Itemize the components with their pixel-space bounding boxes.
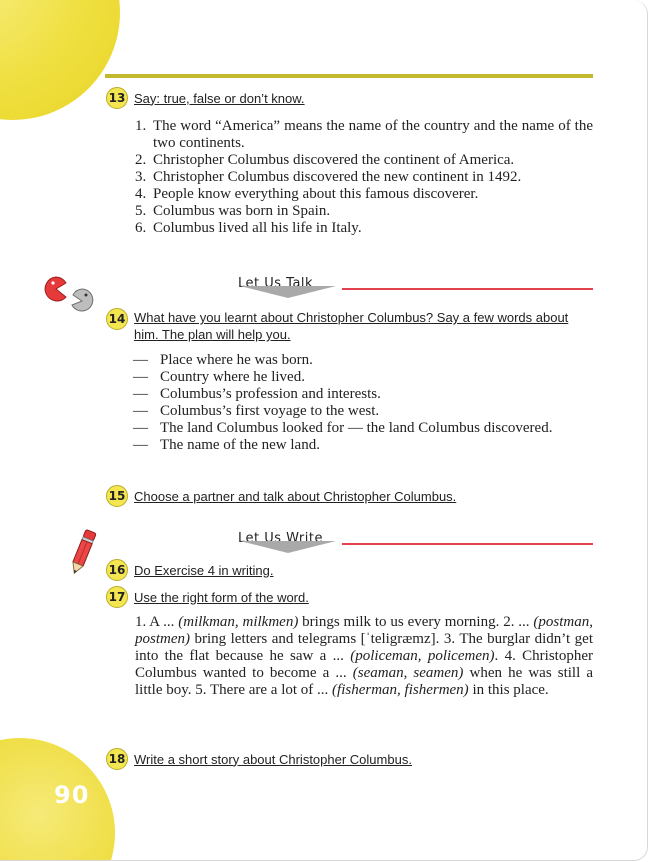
exercise-13-header [106, 87, 305, 109]
speech-heads-icon [42, 275, 98, 317]
top-rule [105, 74, 593, 78]
section-arrow [240, 541, 336, 553]
exercise-17-title: Use the right form of the word. [134, 589, 309, 605]
list-item: — The land Columbus looked for — the land Columbus discovered. [133, 420, 553, 436]
page-number: 90 [54, 781, 90, 809]
exercise-number-badge: 13 [106, 87, 128, 109]
exercise-16-title: Do Exercise 4 in writing. [134, 562, 274, 578]
exercise-number-badge: 15 [106, 485, 128, 507]
exercise-16-header [106, 559, 273, 581]
section-line [342, 288, 593, 290]
list-item: 1. The word “America” means the name of the country and the name of the two continents. [135, 118, 593, 151]
exercise-17-text: 1. A ... (milkman, milkmen) brings milk to us every morning. 2. ... (postman, postmen) bring letters and telegrams [ˈteligræmz]. 3. The burglar didn’t get into the flat because he saw a ... (policeman, policemen). 4. Christopher Columbus wanted to become a ... (seaman, seamen) when he was still a little boy. 5. There are a lot of ... (fisherman, fishermen) in this place. [135, 614, 594, 698]
exercise-15-title: Choose a partner and talk about Christopher Columbus. [134, 488, 457, 504]
exercise-15-header [106, 485, 456, 507]
exercise-number-badge: 18 [106, 748, 128, 770]
exercise-14-header [106, 308, 591, 343]
corner-decoration-top [0, 0, 120, 120]
exercise-number-badge: 14 [106, 308, 128, 330]
section-title: Let Us Write [238, 531, 323, 546]
exercise-14-title: What have you learnt about Christopher Columbus? Say a few words about him. The plan will help you. [134, 310, 569, 342]
list-item: 3. Christopher Columbus discovered the new continent in 1492. [135, 169, 522, 185]
exercise-13-title: Say: true, false or don’t know. [134, 90, 305, 106]
list-item: — Columbus’s profession and interests. [133, 386, 381, 402]
exercise-number-badge: 16 [106, 559, 128, 581]
exercise-18-title: Write a short story about Christopher Columbus. [134, 751, 412, 767]
list-item: — Country where he lived. [133, 369, 305, 385]
section-arrow [240, 286, 336, 298]
list-item: — Place where he was born. [133, 352, 313, 368]
list-item: 6. Columbus lived all his life in Italy. [135, 220, 362, 236]
list-item: 5. Columbus was born in Spain. [135, 203, 331, 219]
section-let-us-write [238, 529, 593, 547]
exercise-number-badge: 17 [106, 586, 128, 608]
exercise-17-header [106, 586, 309, 608]
pencil-icon [66, 528, 100, 578]
section-let-us-talk [238, 274, 593, 292]
exercise-18-header [106, 748, 412, 770]
list-item: — The name of the new land. [133, 437, 320, 453]
list-item: 2. Christopher Columbus discovered the continent of America. [135, 152, 515, 168]
section-title: Let Us Talk [238, 276, 314, 291]
list-item: — Columbus’s first voyage to the west. [133, 403, 380, 419]
plan-list [133, 352, 593, 454]
section-line [342, 543, 593, 545]
statements-list [135, 118, 593, 237]
list-item: 4. People know everything about this famous discoverer. [135, 186, 479, 202]
